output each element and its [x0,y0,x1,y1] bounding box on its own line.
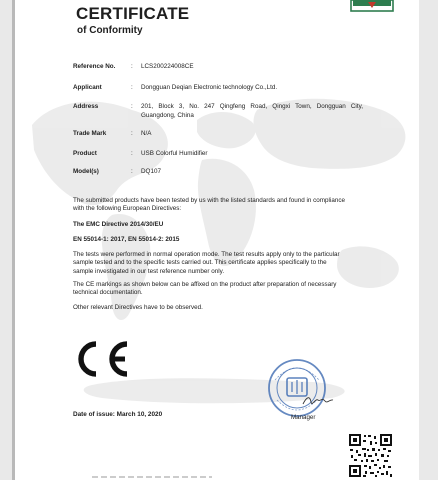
address-label: Address [73,103,99,110]
trademark-label: Trade Mark [73,130,107,137]
models-label: Model(s) [73,168,99,175]
standards-line: EN 55014-1: 2017, EN 55014-2: 2015 [73,236,180,243]
trademark-colon: : [131,130,133,137]
date-of-issue: Date of issue: March 10, 2020 [73,411,163,418]
applicant-colon: : [131,84,133,91]
product-value: USB Colorful Humidifier [141,150,208,157]
product-colon: : [131,150,133,157]
applicant-value: Dongguan Deqian Electronic technology Co.,Ltd. [141,84,278,91]
directive-line: The EMC Directive 2014/30/EU [73,221,164,228]
testing-seal-stamp [267,358,327,418]
reference-label: Reference No. [73,63,116,70]
company-logo [350,0,394,12]
verification-qr-code [348,433,393,478]
manager-signature [302,394,334,408]
intro-paragraph: The submitted products have been tested by us with the listed standards and found in compliance with the following European Directives: [73,197,345,213]
reference-value: LCS200224008CE [141,63,194,70]
certificate-title: CERTIFICATE [76,4,190,23]
test-note-paragraph: The tests were performed in normal operation mode. The test results apply only to the particular sample tested and to the specific tests carried out. This certificate applies specifically to the sample investigated in our test reference number only. [73,251,340,275]
address-value: 201, Block 3, No. 247 Qingfeng Road, Qingxi Town, Dongguan City, Guangdong, China [141,103,363,119]
address-colon: : [131,103,133,110]
trademark-value: N/A [141,130,152,137]
ce-note-paragraph: The CE markings as shown below can be affixed on the product after preparation of necessary technical documentation. [73,281,337,297]
other-directives-line: Other relevant Directives have to be observed. [73,304,203,311]
ce-mark [72,340,130,378]
applicant-label: Applicant [73,84,102,91]
models-value: DQ107 [141,168,161,175]
manager-label: Manager [291,414,316,421]
footer-text-fragment [92,476,212,478]
certificate-subtitle: of Conformity [77,25,143,36]
certificate-page [12,0,419,480]
product-label: Product [73,150,97,157]
models-colon: : [131,168,133,175]
reference-colon: : [131,63,133,70]
